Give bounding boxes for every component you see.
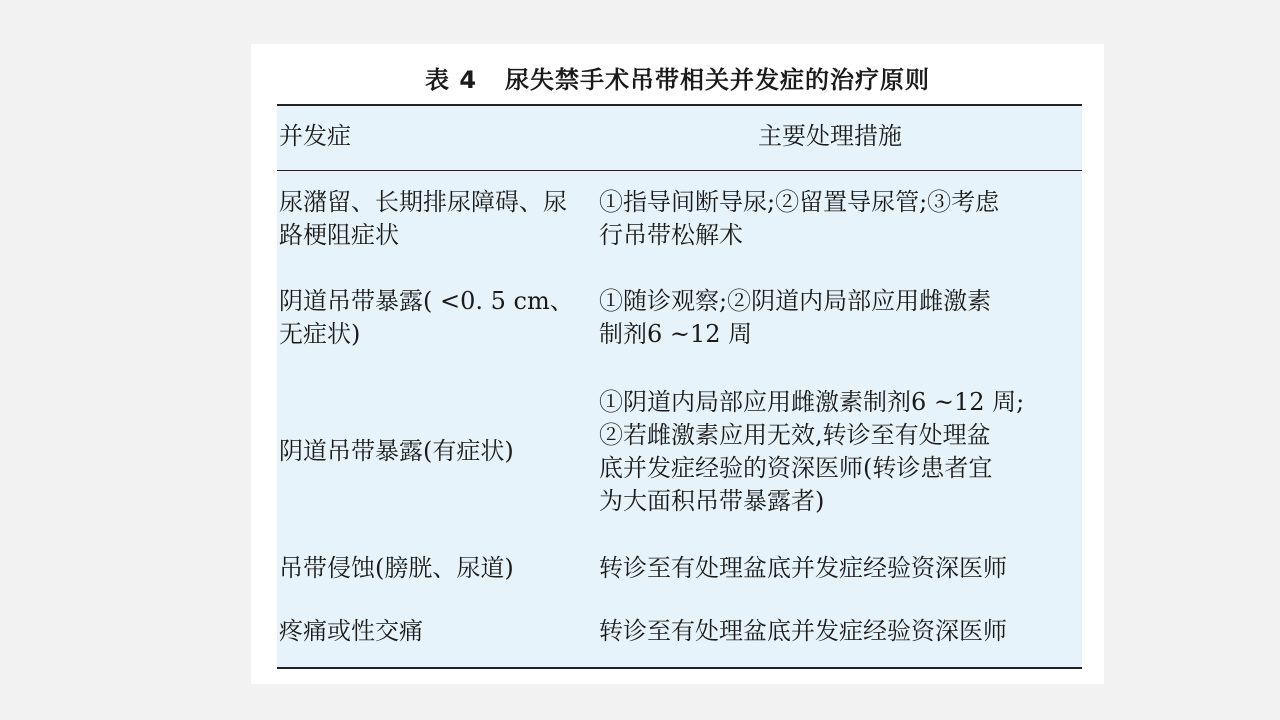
- row-1-complication: 尿潴留、长期排尿障碍、尿 路梗阻症状: [279, 188, 567, 249]
- treatment-table: [277, 104, 1082, 669]
- row-2-treatment: ①随诊观察;②阴道内局部应用雌激素 制剂6 ~12 周: [599, 287, 992, 348]
- table-title-text: 尿失禁手术吊带相关并发症的治疗原则: [505, 66, 931, 94]
- document-page: [251, 44, 1104, 684]
- row-4-complication: 吊带侵蚀(膀胱、尿道): [279, 554, 514, 582]
- table-title: [251, 60, 1104, 95]
- column-header-complication: 并发症: [279, 122, 351, 150]
- row-4-treatment: 转诊至有处理盆底并发症经验资深医师: [599, 554, 1007, 582]
- header-divider: [277, 170, 1082, 171]
- row-3-complication: 阴道吊带暴露(有症状): [279, 437, 514, 465]
- row-3-treatment: ①阴道内局部应用雌激素制剂6 ~12 周; ②若雌激素应用无效,转诊至有处理盆 底并发症经验的资深医师(转诊患者宜 为大面积吊带暴露者): [599, 388, 1025, 515]
- row-5-treatment: 转诊至有处理盆底并发症经验资深医师: [599, 617, 1007, 645]
- row-1-treatment: ①指导间断导尿;②留置导尿管;③考虑 行吊带松解术: [599, 188, 1000, 249]
- row-2-complication: 阴道吊带暴露( <0. 5 cm、 无症状): [279, 287, 574, 348]
- row-5-complication: 疼痛或性交痛: [279, 617, 423, 645]
- column-header-treatment: 主要处理措施: [758, 122, 902, 150]
- table-number: 表 4: [424, 66, 478, 94]
